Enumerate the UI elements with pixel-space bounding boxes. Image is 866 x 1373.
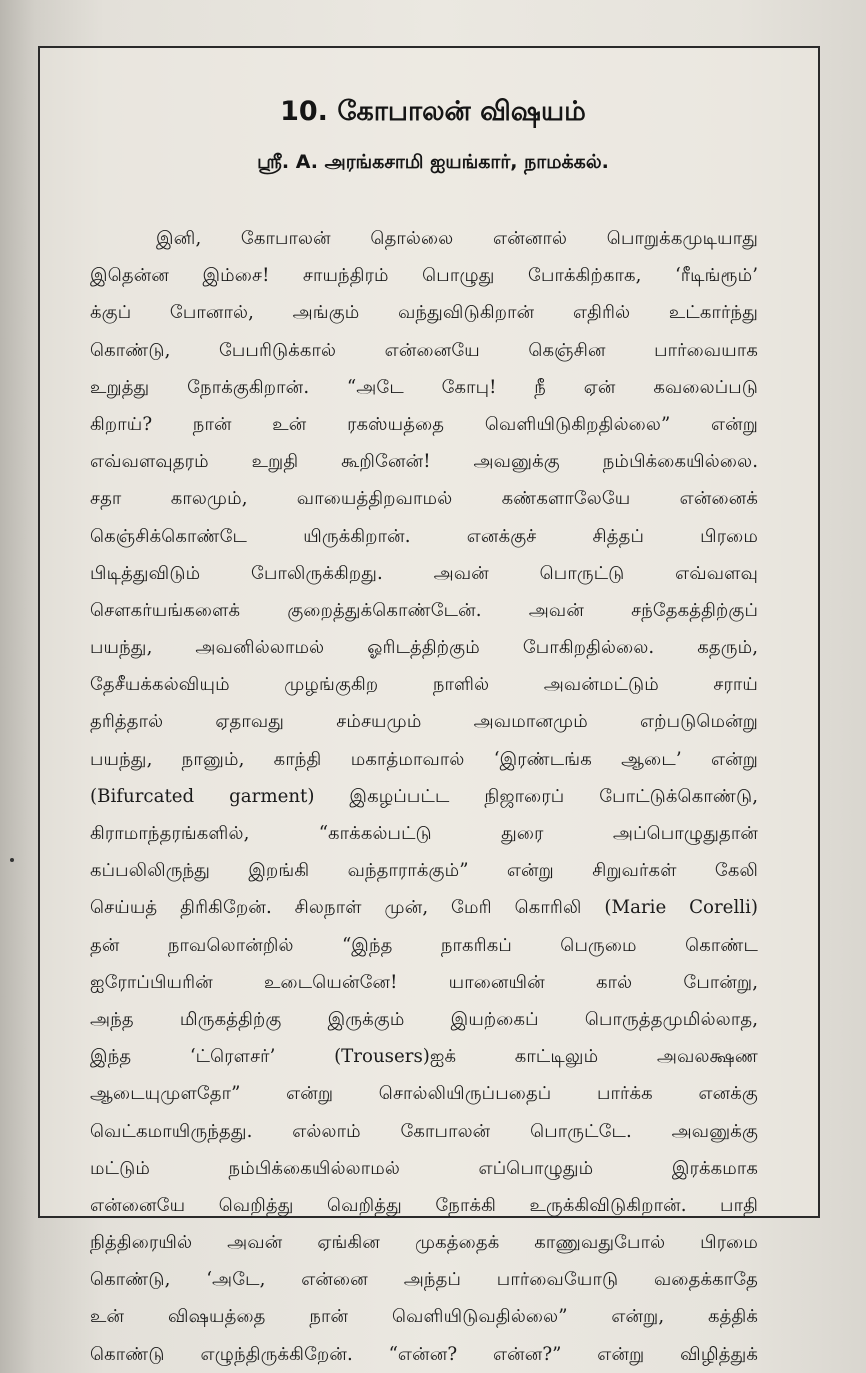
text-line: அந்த மிருகத்திற்கு இருக்கும் இயற்கைப் பொருத்தமுமில்லாத,: [90, 1008, 758, 1030]
text-line: இதென்ன இம்சை! சாயந்திரம் பொழுது போக்கிற்காக, ‘ரீடிங்ரூம்’: [90, 265, 758, 287]
text-line: மட்டும் நம்பிக்கையில்லாமல் எப்பொழுதும் இரக்கமாக: [90, 1157, 758, 1179]
text-line: செய்யத் திரிகிறேன். சிலநாள் முன், மேரி கொரிலி (Marie Corelli): [90, 897, 758, 919]
text-line: கொண்டு எழுந்திருக்கிறேன். “என்ன? என்ன?” என்று விழித்துக்: [90, 1343, 758, 1365]
text-line: கிறாய்? நான் உன் ரகஸ்யத்தை வெளியிடுகிறதில்லை” என்று: [90, 413, 758, 435]
text-line: தன் நாவலொன்றில் “இந்த நாகரிகப் பெருமை கொண்ட: [90, 934, 758, 956]
text-line: கொண்டு, பேபரிடுக்கால் என்னையே கெஞ்சின பார்வையாக: [90, 339, 758, 361]
text-line: உறுத்து நோக்குகிறான். “அடே கோபு! நீ ஏன் கவலைப்படு: [90, 376, 758, 398]
text-line: பிடித்துவிடும் போலிருக்கிறது. அவன் பொருட்டு எவ்வளவு: [90, 562, 758, 584]
text-line: சௌகர்யங்களைக் குறைத்துக்கொண்டேன். அவன் சந்தேகத்திற்குப்: [90, 599, 758, 621]
text-line: கிராமாந்தரங்களில், “காக்கல்பட்டு துரை அப்பொழுதுதான்: [90, 823, 758, 844]
text-line: தேசீயக்கல்வியும் முழங்குகிற நாளில் அவன்மட்டும் சராய்: [90, 674, 758, 696]
text-line: பயந்து, அவனில்லாமல் ஓரிடத்திற்கும் போகிறதில்லை. கதரும்,: [90, 637, 758, 659]
text-line: உன் விஷயத்தை நான் வெளியிடுவதில்லை” என்று, கத்திக்: [90, 1306, 758, 1328]
body-text: [90, 220, 758, 1373]
text-line: கொண்டு, ‘அடே, என்னை அந்தப் பார்வையோடு வதைக்காதே: [90, 1269, 758, 1291]
text-line: (Bifurcated garment) இகழப்பட்ட நிஜாரைப் போட்டுக்கொண்டு,: [90, 785, 758, 807]
text-line: ஐரோப்பியரின் உடையென்னே! யானையின் கால் போன்று,: [90, 971, 758, 993]
text-line: க்குப் போனால், அங்கும் வந்துவிடுகிறான் எதிரில் உட்கார்ந்து: [90, 302, 758, 324]
text-line: பயந்து, நானும், காந்தி மகாத்மாவால் ‘இரண்டங்க ஆடை’ என்று: [90, 748, 758, 770]
margin-dot: [10, 858, 14, 862]
text-line: கெஞ்சிக்கொண்டே யிருக்கிறான். எனக்குச் சித்தப் பிரமை: [90, 525, 758, 547]
text-line: இந்த ‘ட்ரௌசர்’ (Trousers)ஐக் காட்டிலும் அவலக்ஷண: [90, 1046, 758, 1068]
text-line: வெட்கமாயிருந்தது. எல்லாம் கோபாலன் பொருட்டே. அவனுக்கு: [90, 1120, 758, 1142]
text-line: இனி, கோபாலன் தொல்லை என்னால் பொறுக்கமுடியாது: [156, 228, 758, 249]
text-line: நித்திரையில் அவன் ஏங்கின முகத்தைக் காணுவதுபோல் பிரமை: [90, 1232, 758, 1254]
text-line: கப்பலிலிருந்து இறங்கி வந்தாராக்கும்” என்று சிறுவர்கள் கேலி: [90, 860, 758, 882]
text-line: எவ்வளவுதரம் உறுதி கூறினேன்! அவனுக்கு நம்பிக்கையில்லை.: [90, 451, 758, 473]
text-line: சதா காலமும், வாயைத்திறவாமல் கண்களாலேயே என்னைக்: [90, 488, 758, 510]
author-line: ஸ்ரீ. A. அரங்கசாமி ஐயங்கார், நாமக்கல்.: [257, 151, 609, 173]
text-line: ஆடையுமுளதோ” என்று சொல்லியிருப்பதைப் பார்க்க எனக்கு: [90, 1083, 758, 1105]
chapter-title: 10. கோபாலன் விஷயம்: [280, 96, 586, 127]
text-line: என்னையே வெறித்து வெறித்து நோக்கி உருக்கிவிடுகிறான். பாதி: [90, 1194, 758, 1216]
text-line: தரித்தால் ஏதாவது சம்சயமும் அவமானமும் எற்படுமென்று: [90, 711, 758, 733]
